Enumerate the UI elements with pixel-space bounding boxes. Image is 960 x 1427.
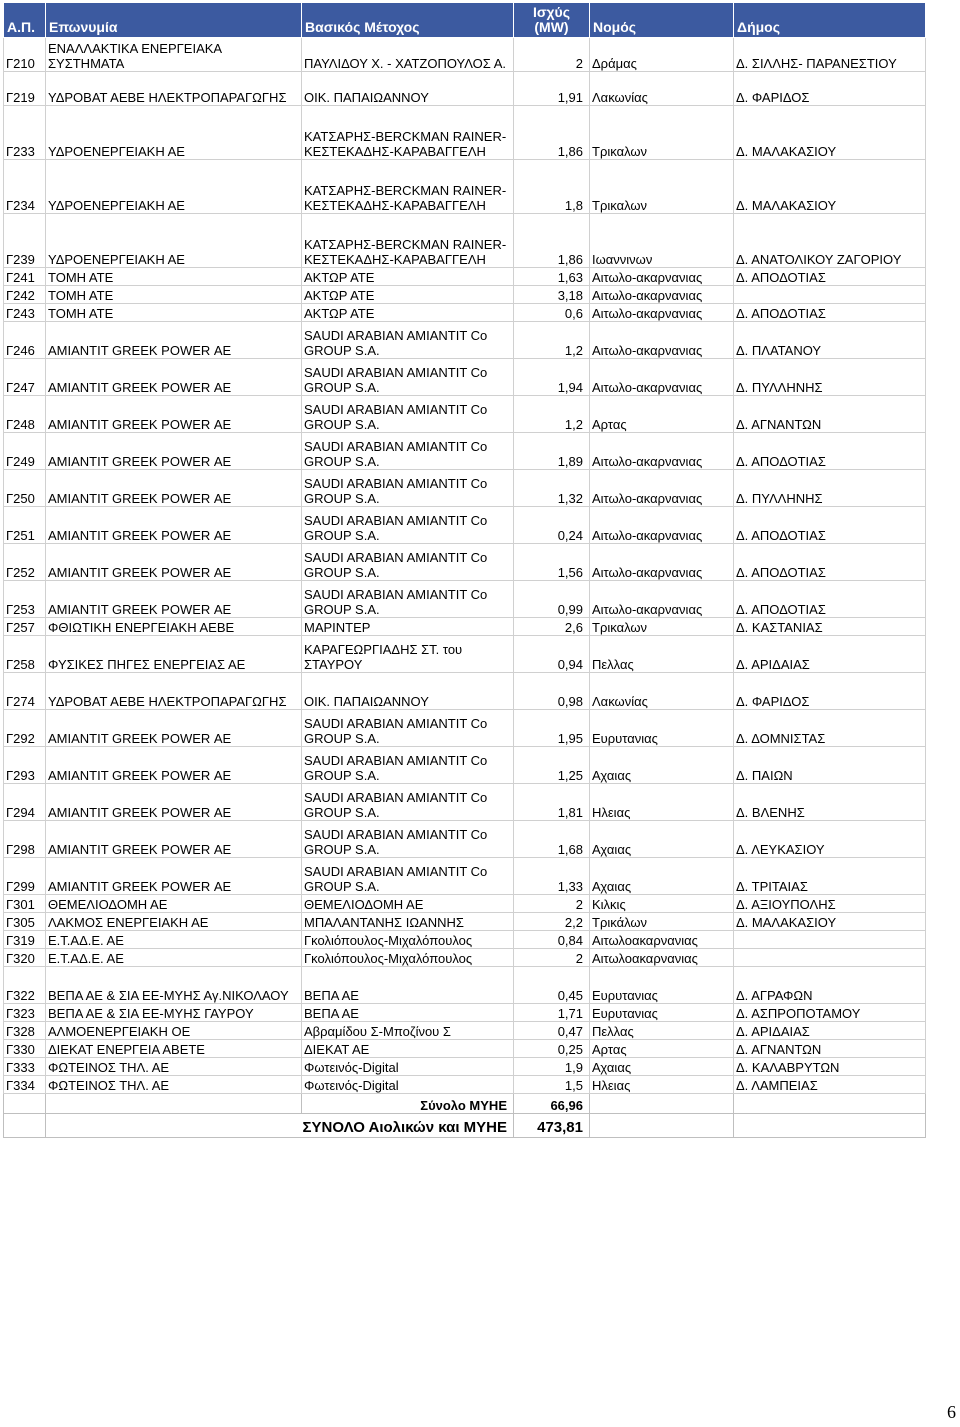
cell-ap: Γ328 (4, 1022, 46, 1040)
cell-name: ΥΔΡΟΕΝΕΡΓΕΙΑΚΗ ΑΕ (46, 160, 302, 214)
table-row (4, 72, 926, 106)
header-name: Επωνυμία (46, 3, 302, 38)
cell-shareholder: ΑΚΤΩΡ ΑΤΕ (302, 304, 514, 322)
cell-nomos: Αιτωλοακαρνανιας (590, 931, 734, 949)
cell-nomos: Αρτας (590, 396, 734, 433)
table-row (4, 673, 926, 710)
header-dimos: Δήμος (734, 3, 926, 38)
cell-name: ΑΜΙΑΝΤΙΤ GREEK POWER ΑΕ (46, 784, 302, 821)
header-ap: Α.Π. (4, 3, 46, 38)
cell-shareholder: ΚΑΤΣΑΡΗΣ-BERCKMAN RAINER-ΚΕΣΤΕΚΑΔΗΣ-ΚΑΡΑΒΑΓΓΕΛΗ (302, 106, 514, 160)
cell-power: 1,2 (514, 322, 590, 359)
cell-nomos: Αχαιας (590, 821, 734, 858)
header-row (4, 3, 926, 38)
cell-shareholder: Αβραμίδου Σ-Μποζίνου Σ (302, 1022, 514, 1040)
cell-name: ΤΟΜΗ ΑΤΕ (46, 286, 302, 304)
table-row (4, 784, 926, 821)
cell-power: 1,95 (514, 710, 590, 747)
cell-nomos: Λακωνίας (590, 673, 734, 710)
cell-dimos: Δ. ΔΟΜΝΙΣΤΑΣ (734, 710, 926, 747)
cell-power: 1,68 (514, 821, 590, 858)
cell-name: ΒΕΠΑ ΑΕ & ΣΙΑ ΕΕ-ΜΥΗΣ Αγ.ΝΙΚΟΛΑΟΥ (46, 967, 302, 1004)
cell-name: ΑΜΙΑΝΤΙΤ GREEK POWER ΑΕ (46, 507, 302, 544)
table-row (4, 581, 926, 618)
table-row (4, 214, 926, 268)
cell-dimos: Δ. ΑΝΑΤΟΛΙΚΟΥ ΖΑΓΟΡΙΟΥ (734, 214, 926, 268)
total-all-label: ΣΥΝΟΛΟ Αιολικών και ΜΥΗΕ (46, 1114, 514, 1138)
cell-shareholder: ΜΠΑΛΑΝΤΑΝΗΣ ΙΩΑΝΝΗΣ (302, 913, 514, 931)
cell-ap: Γ250 (4, 470, 46, 507)
cell-nomos: Αρτας (590, 1040, 734, 1058)
cell-dimos: Δ. ΑΓΡΑΦΩΝ (734, 967, 926, 1004)
cell-power: 0,99 (514, 581, 590, 618)
cell-shareholder: Γκολιόπουλος-Μιχαλόπουλος (302, 931, 514, 949)
cell-ap: Γ305 (4, 913, 46, 931)
plants-table (3, 2, 926, 1138)
cell-power: 0,6 (514, 304, 590, 322)
cell-nomos: Αιτωλο-ακαρνανιας (590, 359, 734, 396)
cell-power: 1,89 (514, 433, 590, 470)
cell-dimos: Δ. ΠΥΛΛΗΝΗΣ (734, 359, 926, 396)
cell-name: ΑΜΙΑΝΤΙΤ GREEK POWER ΑΕ (46, 470, 302, 507)
cell-dimos: Δ. ΜΑΛΑΚΑΣΙΟΥ (734, 913, 926, 931)
table-row (4, 433, 926, 470)
cell-dimos: Δ. ΛΑΜΠΕΙΑΣ (734, 1076, 926, 1094)
header-power: Ισχύς (MW) (514, 3, 590, 38)
cell-ap: Γ219 (4, 72, 46, 106)
cell-shareholder: SAUDI ARABIAN AMIANTIT Co GROUP S.A. (302, 544, 514, 581)
total-myhe-value: 66,96 (514, 1094, 590, 1114)
cell-ap: Γ247 (4, 359, 46, 396)
total-myhe-label: Σύνολο ΜΥΗΕ (302, 1094, 514, 1114)
cell-dimos: Δ. ΠΑΙΩΝ (734, 747, 926, 784)
cell-name: ΤΟΜΗ ΑΤΕ (46, 268, 302, 286)
table-row (4, 931, 926, 949)
cell-name: ΑΜΙΑΝΤΙΤ GREEK POWER ΑΕ (46, 710, 302, 747)
cell-shareholder: ΚΑΡΑΓΕΩΡΓΙΑΔΗΣ ΣΤ. του ΣΤΑΥΡΟΥ (302, 636, 514, 673)
cell-shareholder: SAUDI ARABIAN AMIANTIT Co GROUP S.A. (302, 858, 514, 895)
cell-dimos: Δ. ΒΛΕΝΗΣ (734, 784, 926, 821)
cell-name: ΑΜΙΑΝΤΙΤ GREEK POWER ΑΕ (46, 581, 302, 618)
cell-power: 1,94 (514, 359, 590, 396)
cell-name: ΥΔΡΟΕΝΕΡΓΕΙΑΚΗ ΑΕ (46, 214, 302, 268)
cell-ap: Γ234 (4, 160, 46, 214)
table-row (4, 544, 926, 581)
table-row (4, 359, 926, 396)
cell-nomos: Αιτωλο-ακαρνανιας (590, 268, 734, 286)
cell-nomos: Τρικαλων (590, 106, 734, 160)
cell-nomos: Ευρυτανιας (590, 967, 734, 1004)
cell-power: 0,98 (514, 673, 590, 710)
cell-dimos: Δ. ΑΓΝΑΝΤΩΝ (734, 396, 926, 433)
cell-ap: Γ243 (4, 304, 46, 322)
table-row (4, 747, 926, 784)
table-row (4, 967, 926, 1004)
cell-dimos: Δ. ΚΑΛΑΒΡΥΤΩΝ (734, 1058, 926, 1076)
cell-name: ΑΜΙΑΝΤΙΤ GREEK POWER ΑΕ (46, 396, 302, 433)
cell-power: 3,18 (514, 286, 590, 304)
cell-shareholder: Γκολιόπουλος-Μιχαλόπουλος (302, 949, 514, 967)
cell-shareholder: ΒΕΠΑ ΑΕ (302, 1004, 514, 1022)
cell-shareholder: SAUDI ARABIAN AMIANTIT Co GROUP S.A. (302, 322, 514, 359)
cell-name: ΦΩΤΕΙΝΟΣ ΤΗΛ. ΑΕ (46, 1076, 302, 1094)
cell-power: 1,63 (514, 268, 590, 286)
cell-name: ΑΜΙΑΝΤΙΤ GREEK POWER ΑΕ (46, 322, 302, 359)
page-number: 6 (947, 1402, 956, 1422)
cell-nomos: Αχαιας (590, 747, 734, 784)
cell-ap: Γ298 (4, 821, 46, 858)
cell-power: 0,25 (514, 1040, 590, 1058)
cell-dimos: Δ. ΤΡΙΤΑΙΑΣ (734, 858, 926, 895)
cell-name: ΑΜΙΑΝΤΙΤ GREEK POWER ΑΕ (46, 858, 302, 895)
cell-nomos: Ευρυτανιας (590, 710, 734, 747)
cell-name: ΘΕΜΕΛΙΟΔΟΜΗ ΑΕ (46, 895, 302, 913)
cell-name: Ε.Τ.ΑΔ.Ε. ΑΕ (46, 949, 302, 967)
cell-power: 1,2 (514, 396, 590, 433)
cell-power: 2,6 (514, 618, 590, 636)
cell-power: 0,94 (514, 636, 590, 673)
cell-nomos: Αιτωλο-ακαρνανιας (590, 304, 734, 322)
cell-dimos: Δ. ΜΑΛΑΚΑΣΙΟΥ (734, 160, 926, 214)
cell-ap: Γ242 (4, 286, 46, 304)
cell-dimos: Δ. ΜΑΛΑΚΑΣΙΟΥ (734, 106, 926, 160)
cell-dimos: Δ. ΑΓΝΑΝΤΩΝ (734, 1040, 926, 1058)
cell-name: ΥΔΡΟΕΝΕΡΓΕΙΑΚΗ ΑΕ (46, 106, 302, 160)
cell-shareholder: SAUDI ARABIAN AMIANTIT Co GROUP S.A. (302, 433, 514, 470)
table-row (4, 636, 926, 673)
cell-ap: Γ320 (4, 949, 46, 967)
cell-ap: Γ323 (4, 1004, 46, 1022)
cell-shareholder: SAUDI ARABIAN AMIANTIT Co GROUP S.A. (302, 470, 514, 507)
cell-ap: Γ319 (4, 931, 46, 949)
cell-ap: Γ233 (4, 106, 46, 160)
cell-power: 1,32 (514, 470, 590, 507)
cell-shareholder: SAUDI ARABIAN AMIANTIT Co GROUP S.A. (302, 359, 514, 396)
cell-nomos: Κιλκις (590, 895, 734, 913)
cell-name: ΤΟΜΗ ΑΤΕ (46, 304, 302, 322)
cell-nomos: Τρικαλων (590, 618, 734, 636)
cell-ap: Γ246 (4, 322, 46, 359)
cell-nomos: Δράμας (590, 38, 734, 72)
cell-nomos: Πελλας (590, 1022, 734, 1040)
cell-nomos: Ευρυτανιας (590, 1004, 734, 1022)
cell-ap: Γ252 (4, 544, 46, 581)
cell-shareholder: ΠΑΥΛΙΔΟΥ Χ. - ΧΑΤΖΟΠΟΥΛΟΣ Α. (302, 38, 514, 72)
cell-dimos: Δ. ΑΠΟΔΟΤΙΑΣ (734, 507, 926, 544)
table-row (4, 470, 926, 507)
cell-ap: Γ248 (4, 396, 46, 433)
table-row (4, 618, 926, 636)
cell-name: ΕΝΑΛΛΑΚΤΙΚΑ ΕΝΕΡΓΕΙΑΚΑ ΣΥΣΤΗΜΑΤΑ (46, 38, 302, 72)
cell-ap: Γ322 (4, 967, 46, 1004)
cell-dimos: Δ. ΑΠΟΔΟΤΙΑΣ (734, 433, 926, 470)
cell-power: 1,81 (514, 784, 590, 821)
cell-dimos: Δ. ΑΡΙΔΑΙΑΣ (734, 636, 926, 673)
table-row (4, 507, 926, 544)
cell-nomos: Λακωνίας (590, 72, 734, 106)
cell-dimos: Δ. ΠΥΛΛΗΝΗΣ (734, 470, 926, 507)
cell-ap: Γ241 (4, 268, 46, 286)
cell-name: ΛΑΚΜΟΣ ΕΝΕΡΓΕΙΑΚΗ ΑΕ (46, 913, 302, 931)
cell-power: 1,33 (514, 858, 590, 895)
cell-name: ΥΔΡΟΒΑΤ ΑΕΒΕ ΗΛΕΚΤΡΟΠΑΡΑΓΩΓΗΣ (46, 72, 302, 106)
table-row (4, 858, 926, 895)
cell-dimos: Δ. ΑΡΙΔΑΙΑΣ (734, 1022, 926, 1040)
header-shareholder: Βασικός Μέτοχος (302, 3, 514, 38)
header-nomos: Νομός (590, 3, 734, 38)
cell-shareholder: Φωτεινός-Digital (302, 1058, 514, 1076)
table-row (4, 1058, 926, 1076)
cell-shareholder: SAUDI ARABIAN AMIANTIT Co GROUP S.A. (302, 710, 514, 747)
cell-shareholder: ΜΑΡΙΝΤΕΡ (302, 618, 514, 636)
cell-dimos: Δ. ΣΙΛΛΗΣ- ΠΑΡΑΝΕΣΤΙΟΥ (734, 38, 926, 72)
cell-power: 1,9 (514, 1058, 590, 1076)
cell-shareholder: ΘΕΜΕΛΙΟΔΟΜΗ ΑΕ (302, 895, 514, 913)
cell-power: 0,84 (514, 931, 590, 949)
cell-dimos: Δ. ΑΠΟΔΟΤΙΑΣ (734, 581, 926, 618)
cell-name: ΑΜΙΑΝΤΙΤ GREEK POWER ΑΕ (46, 747, 302, 784)
cell-ap: Γ258 (4, 636, 46, 673)
cell-name: ΑΜΙΑΝΤΙΤ GREEK POWER ΑΕ (46, 433, 302, 470)
cell-name: ΦΘΙΩΤΙΚΗ ΕΝΕΡΓΕΙΑΚΗ ΑΕΒΕ (46, 618, 302, 636)
cell-shareholder: ΑΚΤΩΡ ΑΤΕ (302, 286, 514, 304)
cell-nomos: Αιτωλο-ακαρνανιας (590, 507, 734, 544)
cell-dimos: Δ. ΑΞΙΟΥΠΟΛΗΣ (734, 895, 926, 913)
cell-name: ΦΩΤΕΙΝΟΣ ΤΗΛ. ΑΕ (46, 1058, 302, 1076)
table-row (4, 821, 926, 858)
cell-power: 2 (514, 38, 590, 72)
cell-power: 2,2 (514, 913, 590, 931)
cell-ap: Γ299 (4, 858, 46, 895)
table-row (4, 38, 926, 72)
cell-power: 2 (514, 895, 590, 913)
cell-power: 1,56 (514, 544, 590, 581)
cell-name: ΑΛΜΟΕΝΕΡΓΕΙΑΚΗ ΟΕ (46, 1022, 302, 1040)
cell-ap: Γ294 (4, 784, 46, 821)
cell-ap: Γ293 (4, 747, 46, 784)
table-row (4, 1004, 926, 1022)
document-page (3, 2, 926, 1138)
cell-dimos: Δ. ΦΑΡΙΔΟΣ (734, 72, 926, 106)
table-row (4, 106, 926, 160)
table-row (4, 304, 926, 322)
table-row (4, 1022, 926, 1040)
cell-dimos: Δ. ΠΛΑΤΑΝΟΥ (734, 322, 926, 359)
cell-dimos: Δ. ΚΑΣΤΑΝΙΑΣ (734, 618, 926, 636)
cell-nomos: Αιτωλοακαρνανιας (590, 949, 734, 967)
cell-nomos: Πελλας (590, 636, 734, 673)
cell-shareholder: ΒΕΠΑ ΑΕ (302, 967, 514, 1004)
cell-shareholder: SAUDI ARABIAN AMIANTIT Co GROUP S.A. (302, 581, 514, 618)
cell-shareholder: SAUDI ARABIAN AMIANTIT Co GROUP S.A. (302, 507, 514, 544)
table-row (4, 286, 926, 304)
totals-body (4, 1094, 926, 1138)
cell-nomos: Αιτωλο-ακαρνανιας (590, 470, 734, 507)
cell-power: 1,25 (514, 747, 590, 784)
table-row (4, 1076, 926, 1094)
total-all-value: 473,81 (514, 1114, 590, 1138)
cell-dimos: Δ. ΑΠΟΔΟΤΙΑΣ (734, 304, 926, 322)
cell-name: ΑΜΙΑΝΤΙΤ GREEK POWER ΑΕ (46, 544, 302, 581)
cell-ap: Γ330 (4, 1040, 46, 1058)
table-body (4, 3, 926, 1094)
cell-name: ΔΙΕΚΑΤ ΕΝΕΡΓΕΙΑ ΑΒΕΤΕ (46, 1040, 302, 1058)
cell-dimos: Δ. ΦΑΡΙΔΟΣ (734, 673, 926, 710)
total-myhe-row (4, 1094, 926, 1114)
cell-nomos: Αιτωλο-ακαρνανιας (590, 322, 734, 359)
cell-nomos: Ιωαννινων (590, 214, 734, 268)
cell-shareholder: SAUDI ARABIAN AMIANTIT Co GROUP S.A. (302, 821, 514, 858)
cell-power: 0,45 (514, 967, 590, 1004)
cell-ap: Γ334 (4, 1076, 46, 1094)
table-row (4, 895, 926, 913)
cell-dimos (734, 949, 926, 967)
cell-name: ΥΔΡΟΒΑΤ ΑΕΒΕ ΗΛΕΚΤΡΟΠΑΡΑΓΩΓΗΣ (46, 673, 302, 710)
cell-name: ΒΕΠΑ ΑΕ & ΣΙΑ ΕΕ-ΜΥΗΣ ΓΑΥΡΟΥ (46, 1004, 302, 1022)
cell-nomos: Αιτωλο-ακαρνανιας (590, 544, 734, 581)
cell-nomos: Αχαιας (590, 858, 734, 895)
cell-shareholder: ΑΚΤΩΡ ΑΤΕ (302, 268, 514, 286)
cell-name: ΦΥΣΙΚΕΣ ΠΗΓΕΣ ΕΝΕΡΓΕΙΑΣ ΑΕ (46, 636, 302, 673)
cell-ap: Γ251 (4, 507, 46, 544)
cell-shareholder: ΚΑΤΣΑΡΗΣ-BERCKMAN RAINER-ΚΕΣΤΕΚΑΔΗΣ-ΚΑΡΑΒΑΓΓΕΛΗ (302, 160, 514, 214)
table-row (4, 949, 926, 967)
cell-power: 1,86 (514, 106, 590, 160)
cell-nomos: Αιτωλο-ακαρνανιας (590, 286, 734, 304)
cell-dimos: Δ. ΛΕΥΚΑΣΙΟΥ (734, 821, 926, 858)
cell-power: 2 (514, 949, 590, 967)
cell-ap: Γ239 (4, 214, 46, 268)
cell-power: 1,91 (514, 72, 590, 106)
cell-shareholder: Φωτεινός-Digital (302, 1076, 514, 1094)
cell-name: ΑΜΙΑΝΤΙΤ GREEK POWER ΑΕ (46, 359, 302, 396)
cell-power: 1,86 (514, 214, 590, 268)
cell-dimos: Δ. ΑΠΟΔΟΤΙΑΣ (734, 544, 926, 581)
cell-dimos (734, 286, 926, 304)
cell-nomos: Ηλειας (590, 1076, 734, 1094)
cell-power: 1,5 (514, 1076, 590, 1094)
cell-shareholder: ΟΙΚ. ΠΑΠΑΙΩΑΝΝΟΥ (302, 72, 514, 106)
cell-nomos: Αιτωλο-ακαρνανιας (590, 581, 734, 618)
cell-shareholder: SAUDI ARABIAN AMIANTIT Co GROUP S.A. (302, 396, 514, 433)
cell-ap: Γ301 (4, 895, 46, 913)
cell-dimos (734, 931, 926, 949)
total-all-row (4, 1114, 926, 1138)
cell-dimos: Δ. ΑΣΠΡΟΠΟΤΑΜΟΥ (734, 1004, 926, 1022)
table-row (4, 396, 926, 433)
cell-shareholder: ΚΑΤΣΑΡΗΣ-BERCKMAN RAINER-ΚΕΣΤΕΚΑΔΗΣ-ΚΑΡΑΒΑΓΓΕΛΗ (302, 214, 514, 268)
cell-name: ΑΜΙΑΝΤΙΤ GREEK POWER ΑΕ (46, 821, 302, 858)
cell-nomos: Αχαιας (590, 1058, 734, 1076)
table-row (4, 913, 926, 931)
table-row (4, 268, 926, 286)
cell-power: 1,71 (514, 1004, 590, 1022)
cell-shareholder: ΔΙΕΚΑΤ ΑΕ (302, 1040, 514, 1058)
table-row (4, 160, 926, 214)
cell-name: Ε.Τ.ΑΔ.Ε. ΑΕ (46, 931, 302, 949)
cell-power: 0,47 (514, 1022, 590, 1040)
cell-nomos: Αιτωλο-ακαρνανιας (590, 433, 734, 470)
cell-ap: Γ333 (4, 1058, 46, 1076)
cell-ap: Γ274 (4, 673, 46, 710)
table-row (4, 1040, 926, 1058)
cell-ap: Γ210 (4, 38, 46, 72)
cell-nomos: Ηλειας (590, 784, 734, 821)
cell-ap: Γ257 (4, 618, 46, 636)
cell-nomos: Τρικάλων (590, 913, 734, 931)
cell-power: 1,8 (514, 160, 590, 214)
cell-shareholder: SAUDI ARABIAN AMIANTIT Co GROUP S.A. (302, 747, 514, 784)
table-row (4, 710, 926, 747)
cell-shareholder: SAUDI ARABIAN AMIANTIT Co GROUP S.A. (302, 784, 514, 821)
cell-power: 0,24 (514, 507, 590, 544)
cell-dimos: Δ. ΑΠΟΔΟΤΙΑΣ (734, 268, 926, 286)
cell-ap: Γ249 (4, 433, 46, 470)
table-row (4, 322, 926, 359)
cell-nomos: Τρικαλων (590, 160, 734, 214)
cell-ap: Γ253 (4, 581, 46, 618)
cell-shareholder: ΟΙΚ. ΠΑΠΑΙΩΑΝΝΟΥ (302, 673, 514, 710)
cell-ap: Γ292 (4, 710, 46, 747)
